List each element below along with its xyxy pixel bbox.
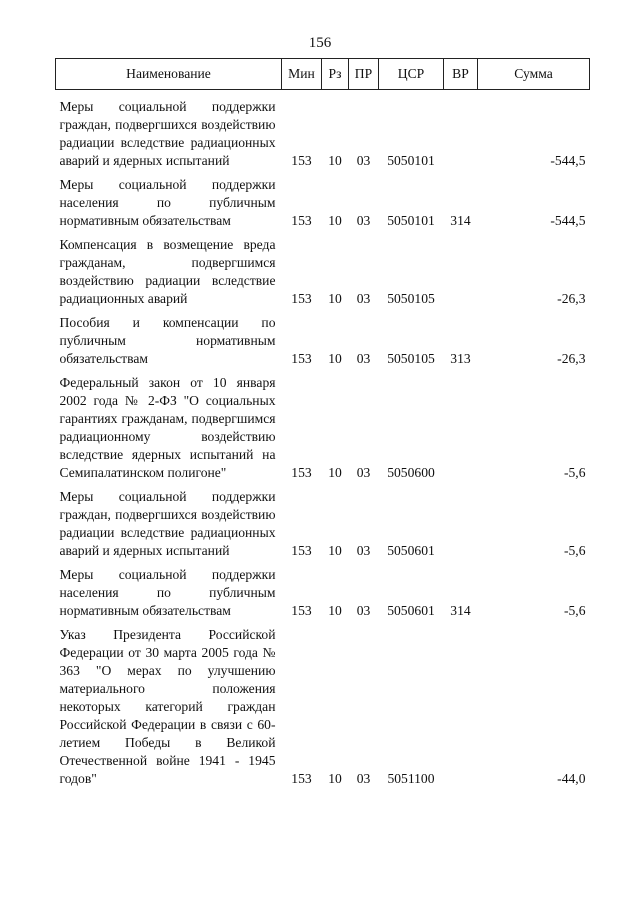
row-csr: 5050601: [387, 543, 435, 558]
row-csr: 5050601: [387, 603, 435, 618]
header-min: Мин: [282, 59, 322, 90]
row-name: Указ Президента Российской Федерации от 30 марта 2005 года № 363 "О мерах по улучшению материального положения некоторых категорий граждан Российской Федерации в связи с 60-летием Победы в Великой Отечественной войне 1941 - 1945 годов": [59, 627, 276, 786]
row-rz: 10: [328, 351, 342, 366]
row-name: Меры социальной поддержки граждан, подвергшихся воздействию радиации вследствие радиационных аварий и ядерных испытаний: [59, 99, 276, 168]
table-row: [56, 368, 590, 482]
row-pr: 03: [356, 291, 371, 306]
row-name: Меры социальной поддержки населения по публичным нормативным обязательствам: [59, 567, 276, 618]
row-vr: [444, 90, 478, 171]
row-vr: [444, 620, 478, 788]
row-rz: 10: [328, 603, 342, 618]
row-min: 153: [291, 465, 312, 480]
row-sum: -26,3: [557, 291, 586, 306]
row-min: 153: [291, 771, 312, 786]
row-csr: 5050101: [387, 153, 435, 168]
row-min: 153: [291, 213, 312, 228]
row-name: Пособия и компенсации по публичным нормативным обязательствам: [59, 315, 276, 366]
row-pr: 03: [356, 603, 371, 618]
table-row: [56, 308, 590, 368]
table-row: [56, 230, 590, 308]
table-row: [56, 482, 590, 560]
row-csr: 5050105: [387, 291, 435, 306]
row-rz: 10: [328, 771, 342, 786]
row-sum: -44,0: [557, 771, 586, 786]
row-vr: [444, 230, 478, 308]
row-name: Меры социальной поддержки населения по публичным нормативным обязательствам: [59, 177, 276, 228]
row-vr: [444, 368, 478, 482]
row-name: Меры социальной поддержки граждан, подвергшихся воздействию радиации вследствие радиационных аварий и ядерных испытаний: [59, 489, 276, 558]
row-csr: 5050105: [387, 351, 435, 366]
row-pr: 03: [356, 351, 371, 366]
table-row: [56, 90, 590, 171]
header-sum: Сумма: [478, 59, 590, 90]
row-min: 153: [291, 351, 312, 366]
row-pr: 03: [356, 543, 371, 558]
row-rz: 10: [328, 213, 342, 228]
header-pr: ПР: [349, 59, 379, 90]
row-csr: 5050600: [387, 465, 435, 480]
row-sum: -26,3: [557, 351, 586, 366]
row-vr: 313: [450, 351, 471, 366]
row-vr: 314: [450, 603, 471, 618]
row-rz: 10: [328, 543, 342, 558]
row-sum: -5,6: [563, 465, 586, 480]
row-vr: 314: [450, 213, 471, 228]
row-pr: 03: [356, 213, 371, 228]
row-sum: -5,6: [563, 603, 586, 618]
header-vr: ВР: [444, 59, 478, 90]
row-csr: 5051100: [387, 771, 435, 786]
row-name: Компенсация в возмещение вреда гражданам, подвергшимся воздействию радиации вследствие радиационных аварий: [59, 237, 276, 306]
row-sum: -544,5: [550, 153, 586, 168]
row-name: Федеральный закон от 10 января 2002 года № 2-ФЗ "О социальных гарантиях гражданам, подвергшимся радиационному воздействию вследствие ядерных испытаний на Семипалатинском полигоне": [59, 375, 276, 480]
row-min: 153: [291, 603, 312, 618]
budget-table: [55, 58, 590, 788]
header-csr: ЦСР: [379, 59, 444, 90]
row-rz: 10: [328, 465, 342, 480]
row-csr: 5050101: [387, 213, 435, 228]
row-min: 153: [291, 543, 312, 558]
table-header-row: [56, 59, 590, 90]
row-sum: -5,6: [563, 543, 586, 558]
row-sum: -544,5: [550, 213, 586, 228]
header-rz: Рз: [322, 59, 349, 90]
row-pr: 03: [356, 771, 371, 786]
row-rz: 10: [328, 291, 342, 306]
row-pr: 03: [356, 465, 371, 480]
row-min: 153: [291, 291, 312, 306]
table-row: [56, 170, 590, 230]
table-row: [56, 560, 590, 620]
row-vr: [444, 482, 478, 560]
row-pr: 03: [356, 153, 371, 168]
table-row: [56, 620, 590, 788]
page-number: 156: [308, 35, 332, 51]
row-rz: 10: [328, 153, 342, 168]
row-min: 153: [291, 153, 312, 168]
header-name: Наименование: [56, 59, 282, 90]
